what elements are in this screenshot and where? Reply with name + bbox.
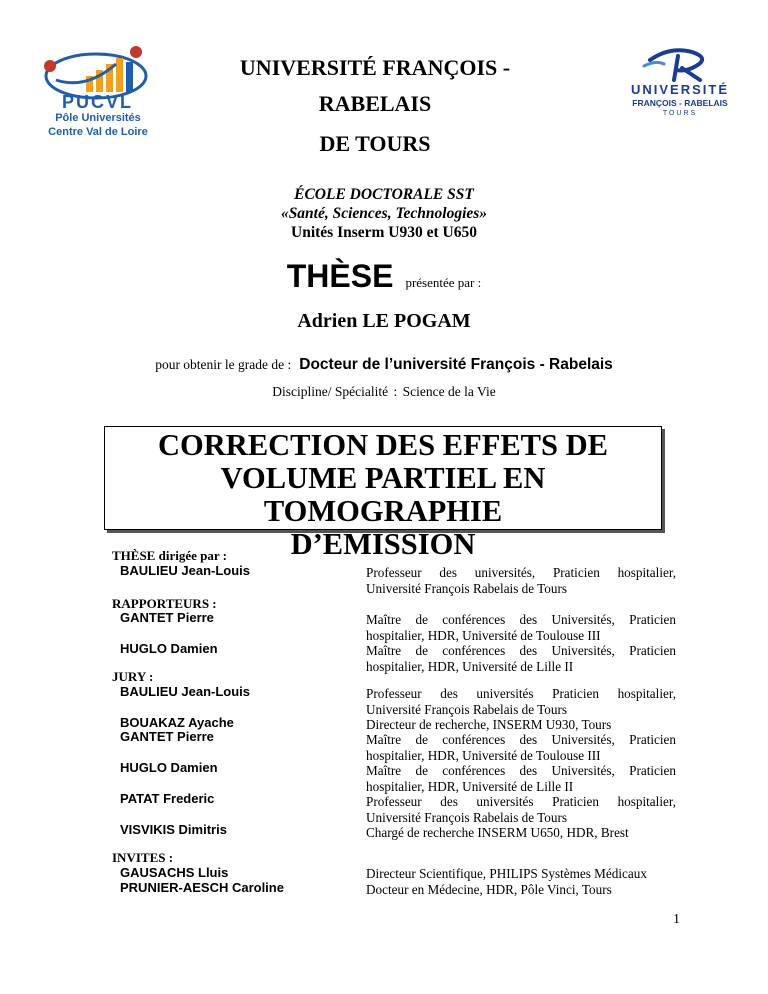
tours-logo (620, 42, 740, 122)
reporter-desc-0 (366, 612, 676, 643)
jury-name-0: BAULIEU Jean-Louis (120, 684, 251, 699)
author-name: Adrien LE POGAM (297, 310, 471, 332)
reporter-name-0: GANTET Pierre (120, 610, 214, 625)
discipline-line (0, 384, 768, 400)
jury-desc-0-line2: Université François Rabelais de Tours (366, 701, 567, 717)
presented-by: présentée par : (405, 275, 482, 290)
jury-desc-1 (366, 717, 676, 733)
guests-label: INVITES : (112, 850, 174, 865)
jury-desc-3-line1: Maître de conférences des Universités, Praticien (366, 763, 676, 778)
reporter-desc-0-line1: Maître de conférences des Universités, Praticien (366, 612, 676, 627)
jury-desc-4 (366, 794, 676, 825)
jury-desc-4-line2: Université François Rabelais de Tours (366, 809, 567, 825)
jury-name-1: BOUAKAZ Ayache (120, 715, 234, 730)
pucvl-logo-text: PUCVL (62, 92, 134, 112)
jury-name-5: VISVIKIS Dimitris (120, 822, 227, 837)
university-line2: RABELAIS (318, 91, 432, 116)
degree-line (0, 356, 768, 374)
director-desc (366, 565, 676, 596)
university-line3: DE TOURS (319, 131, 431, 156)
degree-prefix: pour obtenir le grade de : (155, 357, 292, 372)
guest-name-1: PRUNIER-AESCH Caroline (120, 880, 284, 895)
jury-name-3: HUGLO Damien (120, 760, 218, 775)
director-desc-line2: Université François Rabelais de Tours (366, 580, 567, 596)
director-desc-line1: Professeur des universités, Praticien hospitalier, (366, 565, 676, 580)
tours-logo-text2: FRANÇOIS - RABELAIS (632, 98, 728, 108)
thesis-title-line2: VOLUME PARTIEL EN TOMOGRAPHIE (220, 461, 546, 528)
discipline-colon: : (393, 384, 398, 399)
jury-desc-2 (366, 732, 676, 763)
degree-title: Docteur de l’université François - Rabelais (299, 356, 613, 373)
guest-name-0: GAUSACHS Lluis (120, 865, 229, 880)
jury-label: JURY : (112, 669, 154, 684)
jury-desc-2-line2: hospitalier, HDR, Université de Toulouse III (366, 747, 601, 763)
discipline-value: Science de la Vie (402, 384, 496, 399)
guest-desc-1-line1: Docteur en Médecine, HDR, Pôle Vinci, Tours (366, 882, 612, 897)
thesis-heading (0, 258, 768, 295)
school-line2: «Santé, Sciences, Technologies» (280, 205, 488, 222)
director-name: BAULIEU Jean-Louis (120, 563, 251, 578)
jury-desc-3 (366, 763, 676, 794)
reporter-desc-1 (366, 643, 676, 674)
jury-desc-0 (366, 686, 676, 717)
school-line1: ÉCOLE DOCTORALE SST (294, 186, 474, 203)
jury-desc-0-line1: Professeur des universités Praticien hospitalier, (366, 686, 676, 701)
jury-name-2: GANTET Pierre (120, 729, 214, 744)
jury-desc-1-line1: Directeur de recherche, INSERM U930, Tours (366, 717, 612, 732)
pucvl-logo (36, 40, 166, 140)
directed-label: THÈSE dirigée par : (112, 548, 227, 563)
reporter-desc-1-line1: Maître de conférences des Universités, Praticien (366, 643, 676, 658)
guest-desc-1 (366, 882, 676, 898)
reporters-label: RAPPORTEURS : (112, 596, 217, 611)
thesis-word: THÈSE (286, 258, 394, 294)
tours-emblem-icon (620, 42, 740, 82)
tours-logo-text1: UNIVERSITÉ (630, 82, 729, 97)
page-number: 1 (673, 912, 680, 927)
tours-logo-text3: TOURS (662, 110, 698, 117)
guest-desc-0-line1: Directeur Scientifique, PHILIPS Systèmes Médicaux (366, 866, 647, 881)
jury-desc-3-line2: hospitalier, HDR, Université de Lille II (366, 778, 574, 794)
university-line1: UNIVERSITÉ FRANÇOIS - (239, 55, 511, 80)
pucvl-logo-sub1: Pôle Universités (55, 112, 141, 124)
reporter-name-1: HUGLO Damien (120, 641, 218, 656)
jury-desc-4-line1: Professeur des universités Praticien hospitalier, (366, 794, 676, 809)
discipline-label: Discipline/ Spécialité (272, 384, 389, 399)
reporter-desc-0-line2: hospitalier, HDR, Université de Toulouse III (366, 627, 601, 643)
thesis-title-line3: D’EMISSION (290, 527, 476, 561)
thesis-title-line1: CORRECTION DES EFFETS DE (158, 428, 608, 462)
reporter-desc-1-line2: hospitalier, HDR, Université de Lille II (366, 658, 574, 674)
pucvl-logo-sub2: Centre Val de Loire (48, 126, 148, 138)
school-line3: Unités Inserm U930 et U650 (291, 224, 477, 241)
jury-desc-2-line1: Maître de conférences des Universités, Praticien (366, 732, 676, 747)
jury-name-4: PATAT Frederic (120, 791, 215, 806)
jury-desc-5-line1: Chargé de recherche INSERM U650, HDR, Brest (366, 825, 629, 840)
jury-desc-5 (366, 825, 676, 841)
guest-desc-0 (366, 866, 676, 882)
